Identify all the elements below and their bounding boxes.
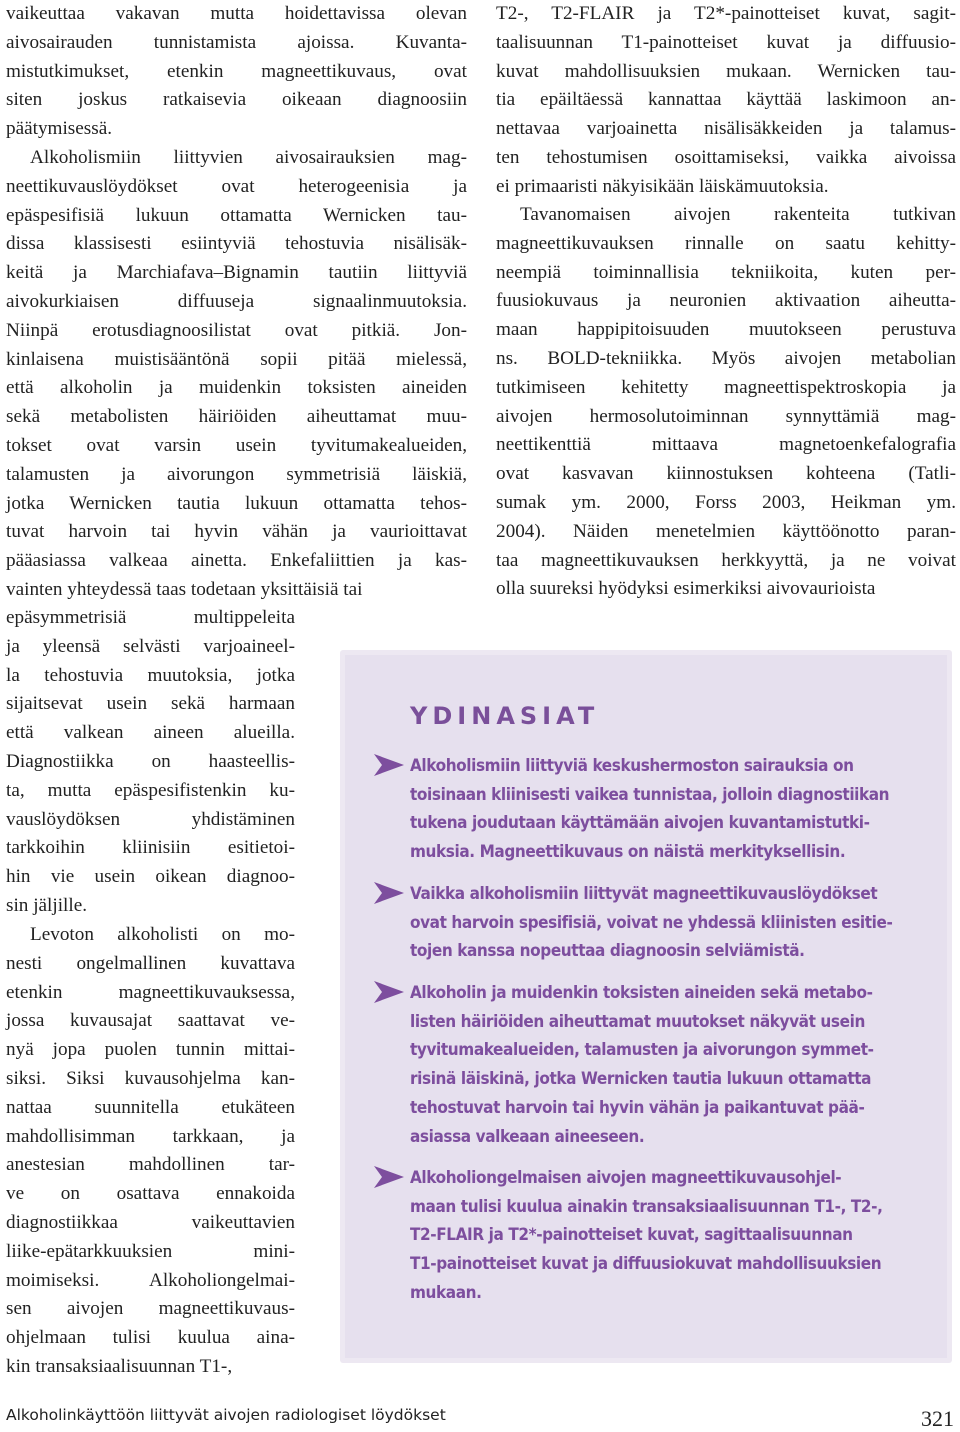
key-point-line: asiassa valkeaan aineeseen. [410, 1126, 645, 1147]
text-line: ta, mutta epäspesifistenkin ku- [6, 779, 295, 801]
key-point-line: ovat harvoin spesifisiä, voivat ne yhdessä kliinisten esitie- [410, 912, 893, 933]
text-line: nattaa suunnitella etukäteen [6, 1096, 295, 1118]
text-line: ja yleensä selvästi varjoaineel- [6, 635, 295, 657]
key-point-line: T2-FLAIR ja T2*-painotteiset kuvat, sagittaalisuunnan [410, 1225, 853, 1246]
text-line: tutkimiseen kehitetty magneettispektroskopia ja [496, 376, 956, 398]
text-line: maan happipitoisuuden muutokseen perustuva [496, 319, 956, 341]
arrowhead-bullet-icon [374, 882, 404, 904]
text-line: siten joskus ratkaisevia oikeaan diagnoosiin [6, 89, 467, 111]
text-line: Niinpä erotusdiagnoosilistat ovat pitkiä. Jon- [6, 319, 467, 341]
key-point-text [410, 1164, 930, 1308]
text-line: nesti ongelmallinen kuvattava [6, 952, 295, 974]
key-point-line: Alkoholiongelmaisen aivojen magneettikuvausohjel- [410, 1168, 842, 1188]
text-line: fuusiokuvaus ja neuronien aktivaation aiheutta- [496, 290, 956, 312]
text-line: ohjelmaan tulisi kuulua aina- [6, 1327, 295, 1349]
text-line: tuvat harvoin tai hyvin vähän ja vaurioittavat [6, 521, 467, 543]
text-line: tarkkoihin kliinisiin esitietoi- [6, 837, 295, 859]
running-title: Alkoholinkäyttöön liittyvät aivojen radiologiset löydökset [6, 1406, 446, 1424]
key-point-line: Alkoholin ja muidenkin toksisten aineiden sekä metabo- [410, 983, 873, 1003]
text-line: Diagnostiikka on haasteellis- [6, 750, 295, 772]
text-line: la tehostuvia muutoksia, jotka [6, 664, 295, 686]
text-line: dissa klassisesti esiintyviä tehostuvia nisälisäk- [6, 233, 467, 255]
text-line: 2004). Näiden menetelmien käyttöönotto paran- [496, 520, 956, 542]
text-line: anestesian mahdollinen tar- [6, 1154, 295, 1176]
arrowhead-bullet-icon [374, 754, 404, 776]
text-line: sen aivojen magneettikuvaus- [6, 1298, 295, 1320]
key-points-title: YDINASIAT [410, 702, 600, 730]
text-line: neettikuvauslöydökset ovat heterogeenisia ja [6, 175, 467, 197]
text-line: vauslöydöksen yhdistäminen [6, 808, 295, 830]
text-line: keitä ja Marchiafava–Bignamin tautiin liittyviä [6, 262, 467, 284]
arrowhead-bullet-icon [374, 981, 404, 1003]
text-line: tia epäiltäessä kannattaa käyttää laskimoon an- [496, 89, 956, 111]
text-line: epäspesifisiä lukuun ottamatta Wernicken tau- [6, 204, 467, 226]
key-point-line: listen häiriöiden aiheuttamat muutokset näkyvät usein [410, 1011, 865, 1032]
left-col-block-1 [6, 0, 467, 144]
text-line: sumak ym. 2000, Forss 2003, Heikman ym. [496, 491, 956, 513]
left-col-block-3 [6, 604, 295, 921]
arrowhead-bullet-icon [374, 1166, 404, 1188]
text-line: vainten yhteydessä taas todetaan yksittäisiä tai [6, 578, 363, 600]
text-line: mistutkimukset, etenkin magneettikuvaus, ovat [6, 60, 467, 82]
left-col-block-2 [6, 144, 467, 605]
key-point-text [410, 752, 930, 867]
text-line: diagnostiikkaa vaikeuttavien [6, 1211, 295, 1233]
key-point-line: Vaikka alkoholismiin liittyvät magneettikuvauslöydökset [410, 884, 878, 904]
text-line: vaikeuttaa vakavan mutta hoidettavissa olevan [6, 3, 467, 24]
text-line: neempiä toiminnallisia tekniikoita, kuten per- [496, 261, 956, 283]
key-point-line: risinä läiskinä, jotka Wernicken tautia lukuun ottamatta [410, 1069, 872, 1090]
text-line: hin vie usein oikean diagnoo- [6, 866, 295, 888]
text-line: mahdollisimman tarkkaan, ja [6, 1125, 295, 1147]
text-line: taa magneettikuvauksen herkkyyttä, ja ne voivat [496, 549, 956, 571]
text-line: kuvat mahdollisuuksien mukaan. Wernicken tau- [496, 60, 956, 82]
key-point-line: toisinaan kliinisesti vaikea tunnistaa, jolloin diagnostiikan [410, 784, 890, 805]
text-line: pääasiassa valkeaa ainetta. Enkefaliittien ja kas- [6, 550, 467, 572]
text-line: taalisuunnan T1-painotteiset kuvat ja diffuusio- [496, 31, 956, 53]
text-line: kinlaisena muistisääntönä sopii pitää mielessä, [6, 348, 467, 370]
text-line: Tavanomaisen aivojen rakenteita tutkivan [520, 204, 956, 225]
text-line: sin jäljille. [6, 894, 88, 916]
key-point-line: tojen kanssa nopeuttaa diagnoosin selviämistä. [410, 941, 805, 962]
key-point-line: T1-painotteiset kuvat ja diffuusiokuvat mahdollisuuksien [410, 1254, 882, 1275]
text-line: ei primaaristi näkyisikään läiskämuutoksia. [496, 175, 829, 197]
key-point-line: tyvitumakealueiden, talamusten ja aivorungon symmet- [410, 1040, 874, 1061]
text-line: liike-epätarkkuuksien mini- [6, 1240, 295, 1262]
text-line: ten tehostumisen osoittamiseksi, vaikka aivoissa [496, 146, 956, 168]
text-line: ns. BOLD-tekniikka. Myös aivojen metabolian [496, 347, 956, 369]
text-line: nettavaa varjoainetta nisälisäkkeiden ja talamus- [496, 118, 956, 140]
key-point-line: tukena joudutaan käyttämään aivojen kuvantamistutki- [410, 813, 870, 834]
key-point-line: muksia. Magneettikuvaus on näistä merkityksellisin. [410, 842, 846, 863]
text-line: sekä metabolisten häiriöiden aiheuttamat muu- [6, 406, 467, 428]
text-line: neettikenttiä mittaava magnetoenkefalografia [496, 434, 956, 456]
text-line: jotka Wernicken tautia lukuun ottamatta tehos- [6, 492, 467, 514]
text-line: aivojen hermosolutoiminnan synnyttämiä mag- [496, 405, 956, 427]
right-col-block-2 [496, 201, 956, 604]
text-line: moimiseksi. Alkoholiongelmai- [6, 1269, 295, 1291]
text-line: epäsymmetrisiä multippeleita [6, 607, 295, 628]
text-line: ve on osattava ennakoida [6, 1183, 295, 1205]
text-line: aivosairauden tunnistamista ajoissa. Kuvanta- [6, 31, 467, 53]
key-point-line: mukaan. [410, 1282, 482, 1303]
text-line: ovat kasvavan kiinnostuksen kohteena (Tatli- [496, 463, 956, 485]
text-line: kin transaksiaalisuunnan T1-, [6, 1355, 233, 1377]
text-line: sijaitsevat usein sekä harmaan [6, 693, 295, 715]
text-line: että alkoholin ja muidenkin toksisten aineiden [6, 377, 467, 399]
text-line: päätymisessä. [6, 118, 113, 140]
text-line: etenkin magneettikuvauksessa, [6, 981, 295, 1003]
key-point-text [410, 880, 930, 966]
text-line: nyä jopa puolen tunnin mittai- [6, 1039, 295, 1061]
key-point-line: tehostuvat harvoin tai hyvin vähän ja paikantuvat pää- [410, 1097, 865, 1118]
text-line: tokset ovat varsin usein tyvitumakealueiden, [6, 434, 467, 456]
text-line: jossa kuvausajat saattavat ve- [6, 1010, 295, 1032]
left-col-block-4 [6, 921, 295, 1382]
key-point-line: maan tulisi kuulua ainakin transaksiaalisuunnan T1-, T2-, [410, 1196, 883, 1217]
page-number: 321 [921, 1406, 954, 1431]
text-line: Alkoholismiin liittyvien aivosairauksien mag- [30, 147, 467, 168]
text-line: Levoton alkoholisti on mo- [30, 924, 295, 945]
right-col-block-1 [496, 0, 956, 202]
key-point-text [410, 979, 930, 1151]
text-line: magneettikuvauksen rinnalle on saatu kehitty- [496, 232, 956, 254]
text-line: siksi. Siksi kuvausohjelma kan- [6, 1067, 295, 1089]
text-line: talamusten ja aivorungon symmetrisiä läiskiä, [6, 463, 467, 485]
text-line: olla suureksi hyödyksi esimerkiksi aivovaurioista [496, 578, 876, 600]
key-point-line: Alkoholismiin liittyviä keskushermoston sairauksia on [410, 756, 854, 776]
text-line: T2-, T2-FLAIR ja T2*-painotteiset kuvat, sagit- [496, 3, 956, 24]
text-line: että valkean aineen alueilla. [6, 722, 295, 744]
text-line: aivokurkiaisen diffuuseja signaalinmuutoksia. [6, 290, 467, 312]
